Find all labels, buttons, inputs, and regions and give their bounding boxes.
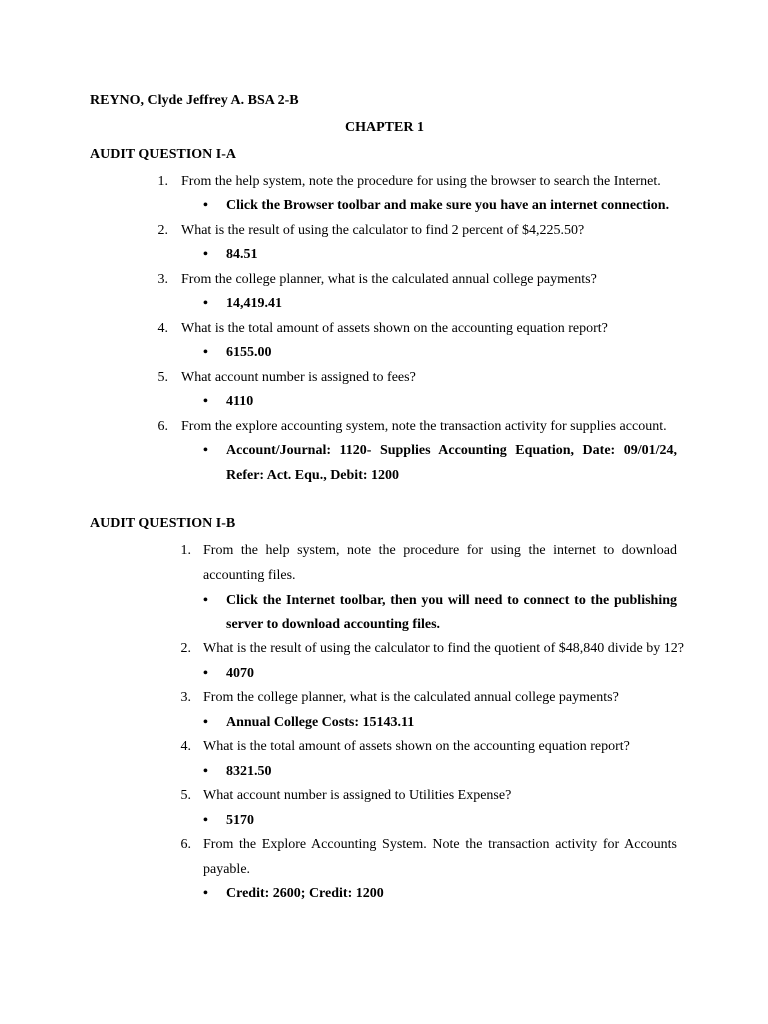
bullet-icon: • xyxy=(203,593,208,608)
answer-text-continued: server to download accounting files. xyxy=(226,617,441,632)
question-text: What is the total amount of assets shown on the accounting equation report? xyxy=(203,739,630,754)
bullet-icon: • xyxy=(203,296,208,311)
question-text: What is the total amount of assets shown on the accounting equation report? xyxy=(181,321,608,336)
answer-text: 14,419.41 xyxy=(226,296,282,311)
question-text: From the college planner, what is the calculated annual college payments? xyxy=(181,272,597,287)
question-text: From the help system, note the procedure for using the internet to download xyxy=(203,543,677,558)
student-name-line: REYNO, Clyde Jeffrey A. BSA 2-B xyxy=(90,93,299,108)
answer-text: Click the Browser toolbar and make sure you have an internet connection. xyxy=(226,198,670,213)
bullet-icon: • xyxy=(203,813,208,828)
question-number: 5. xyxy=(157,370,168,385)
bullet-icon: • xyxy=(203,764,208,779)
bullet-icon: • xyxy=(203,198,208,213)
question-text: What is the result of using the calculator to find 2 percent of $4,225.50? xyxy=(181,223,585,238)
bullet-icon: • xyxy=(203,666,208,681)
bullet-icon: • xyxy=(203,443,208,458)
question-text-continued: payable. xyxy=(203,862,251,877)
chapter-heading: CHAPTER 1 xyxy=(345,120,424,135)
answer-text-continued: Refer: Act. Equ., Debit: 1200 xyxy=(226,468,400,483)
question-number: 3. xyxy=(157,272,168,287)
answer-text: Account/Journal: 1120- Supplies Accounting Equation, Date: 09/01/24, xyxy=(226,443,677,458)
answer-text: 8321.50 xyxy=(226,764,272,779)
answer-text: 4110 xyxy=(226,394,254,409)
question-text: What account number is assigned to fees? xyxy=(181,370,416,385)
question-text: From the Explore Accounting System. Note the transaction activity for Accounts xyxy=(203,837,677,852)
bullet-icon: • xyxy=(203,394,208,409)
question-number: 2. xyxy=(157,223,168,238)
answer-text: Credit: 2600; Credit: 1200 xyxy=(226,886,384,901)
section-a-title: AUDIT QUESTION I-A xyxy=(90,147,236,162)
question-number: 1. xyxy=(157,174,168,189)
bullet-icon: • xyxy=(203,247,208,262)
section-b-title: AUDIT QUESTION I-B xyxy=(90,516,236,531)
question-number: 3. xyxy=(180,690,191,705)
question-text-continued: accounting files. xyxy=(203,568,296,583)
question-number: 1. xyxy=(180,543,191,558)
question-text: From the help system, note the procedure for using the browser to search the Internet. xyxy=(181,174,661,189)
bullet-icon: • xyxy=(203,886,208,901)
answer-text: 84.51 xyxy=(226,247,258,262)
question-number: 4. xyxy=(157,321,168,336)
question-number: 6. xyxy=(157,419,168,434)
question-text: From the explore accounting system, note the transaction activity for supplies account. xyxy=(181,419,667,434)
question-number: 4. xyxy=(180,739,191,754)
answer-text: 4070 xyxy=(226,666,254,681)
answer-text: Click the Internet toolbar, then you will need to connect to the publishing xyxy=(226,593,677,608)
answer-text: Annual College Costs: 15143.11 xyxy=(226,715,415,730)
question-number: 6. xyxy=(180,837,191,852)
question-text: What account number is assigned to Utilities Expense? xyxy=(203,788,512,803)
bullet-icon: • xyxy=(203,715,208,730)
question-text: What is the result of using the calculator to find the quotient of $48,840 divide by 12? xyxy=(203,641,684,656)
question-number: 2. xyxy=(180,641,191,656)
answer-text: 6155.00 xyxy=(226,345,272,360)
question-number: 5. xyxy=(180,788,191,803)
question-text: From the college planner, what is the calculated annual college payments? xyxy=(203,690,619,705)
answer-text: 5170 xyxy=(226,813,254,828)
bullet-icon: • xyxy=(203,345,208,360)
